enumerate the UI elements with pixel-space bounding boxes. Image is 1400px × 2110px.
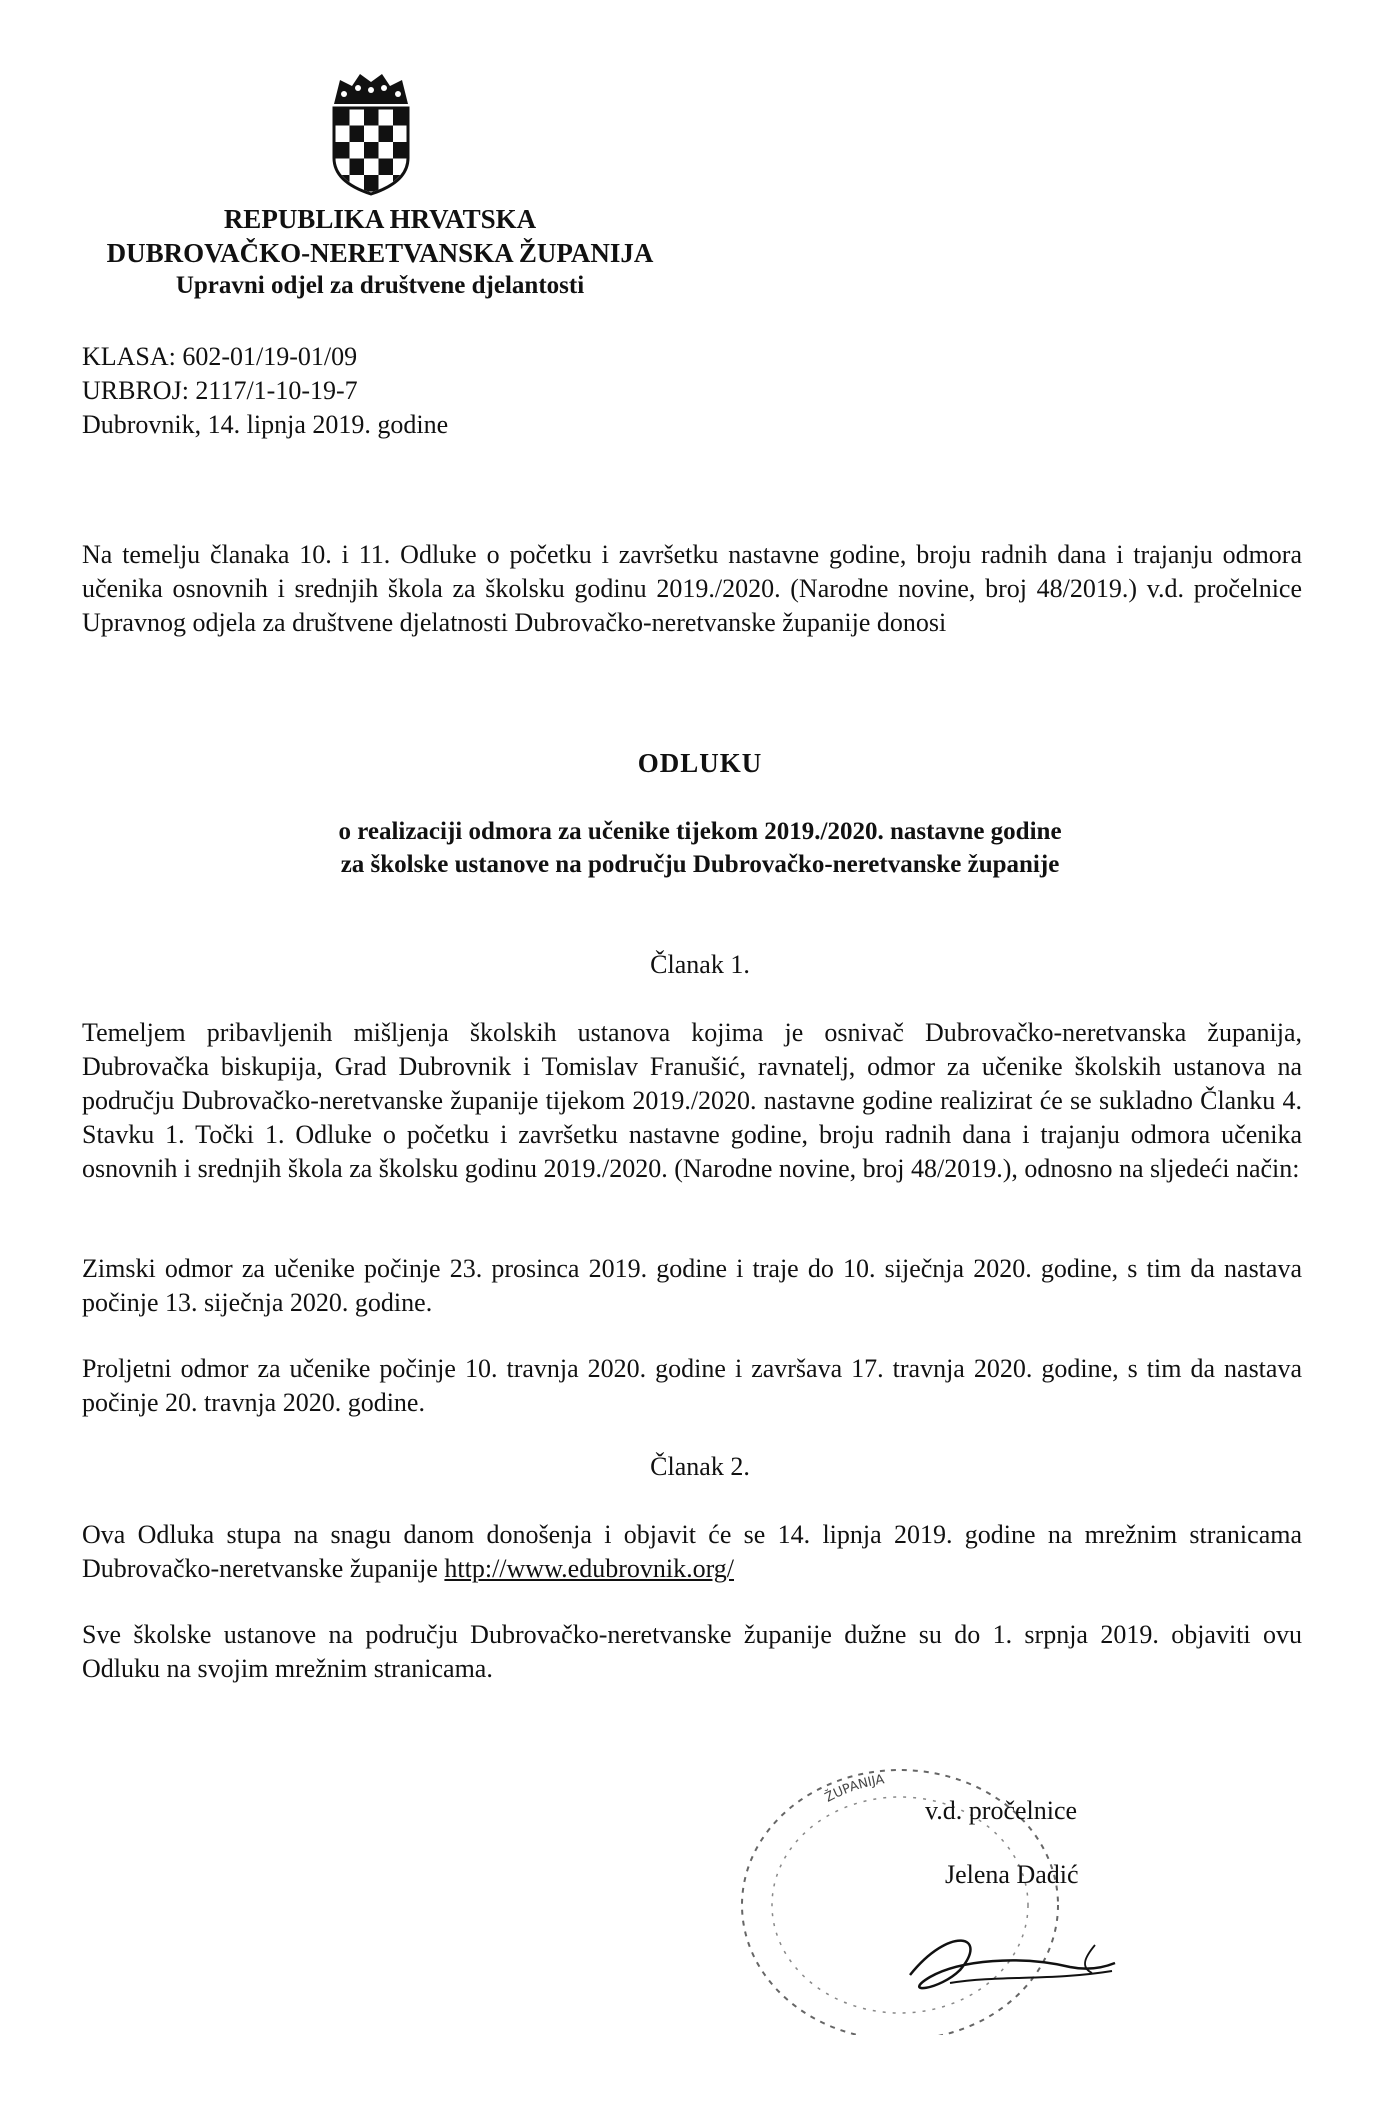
article2-paragraph1 bbox=[82, 1518, 1302, 1586]
reference-klasa: KLASA: 602-01/19-01/09 bbox=[82, 342, 358, 371]
county-website-link[interactable]: http://www.edubrovnik.org/ bbox=[444, 1554, 734, 1583]
signature-role: v.d. pročelnice bbox=[925, 1796, 1078, 1825]
decision-title: ODLUKU bbox=[637, 748, 763, 778]
intro-paragraph: Na temelju članaka 10. i 11. Odluke o početku i završetku nastavne godine, broju radnih dana i trajanju odmora učenika osnovnih i srednjih škola za školsku godinu 2019./2020. (Narodne novine, broj 48/2019.) v.d. pročelnice Upravnog odjela za društvene djelatnosti Dubrovačko-neretvanske županije donosi bbox=[82, 540, 1302, 637]
official-stamp bbox=[700, 1745, 1120, 2035]
decision-subtitle-line2: za školske ustanove na području Dubrovačko-neretvanske županije bbox=[340, 851, 1060, 878]
article1-paragraph2: Zimski odmor za učenike počinje 23. prosinca 2019. godine i traje do 10. siječnja 2020. godine, s tim da nastava počinje 13. siječnja 2020. godine. bbox=[82, 1254, 1302, 1317]
article1-paragraph1: Temeljem pribavljenih mišljenja školskih ustanova kojima je osnivač Dubrovačko-neretvanska županija, Dubrovačka biskupija, Grad Dubrovnik i Tomislav Franušić, ravnatelj, odmor za učenike školskih ustanova na području Dubrovačko-neretvanske županije tijekom 2019./2020. nastavne godine realizirat će se sukladno Članku 4. Stavku 1. Točki 1. Odluke o početku i završetku nastavne godine, broju radnih dana i trajanju odmora učenika osnovnih i srednjih škola za školsku godinu 2019./2020. (Narodne novine, broj 48/2019.), odnosno na sljedeći način: bbox=[82, 1018, 1302, 1183]
header-county: DUBROVAČKO-NERETVANSKA ŽUPANIJA bbox=[106, 238, 654, 268]
article2-heading: Članak 2. bbox=[650, 1452, 750, 1481]
article1-paragraph3: Proljetni odmor za učenike počinje 10. travnja 2020. godine i završava 17. travnja 2020. godine, s tim da nastava počinje 20. travnja 2020. godine. bbox=[82, 1354, 1302, 1417]
stamp-text: ŽUPANIJA bbox=[822, 1772, 886, 1806]
article2-paragraph1-text: Ova Odluka stupa na snagu danom donošenja i objavit će se 14. lipnja 2019. godine na mrežnim stranicama Dubrovačko-neretvanske županije bbox=[82, 1520, 1302, 1583]
article1-heading: Članak 1. bbox=[650, 950, 750, 979]
reference-date-place: Dubrovnik, 14. lipnja 2019. godine bbox=[82, 410, 449, 439]
article2-paragraph2: Sve školske ustanove na području Dubrovačko-neretvanske županije dužne su do 1. srpnja 2019. objaviti ovu Odluku na svojim mrežnim stranicama. bbox=[82, 1620, 1302, 1683]
coat-of-arms-icon bbox=[330, 70, 412, 198]
header-department: Upravni odjel za društvene djelantosti bbox=[175, 272, 585, 299]
decision-subtitle-line1: o realizaciji odmora za učenike tijekom 2019./2020. nastavne godine bbox=[338, 818, 1062, 845]
header-country: REPUBLIKA HRVATSKA bbox=[223, 204, 537, 234]
signature-name: Jelena Dadić bbox=[945, 1860, 1079, 1889]
reference-urbroj: URBROJ: 2117/1-10-19-7 bbox=[82, 376, 358, 405]
